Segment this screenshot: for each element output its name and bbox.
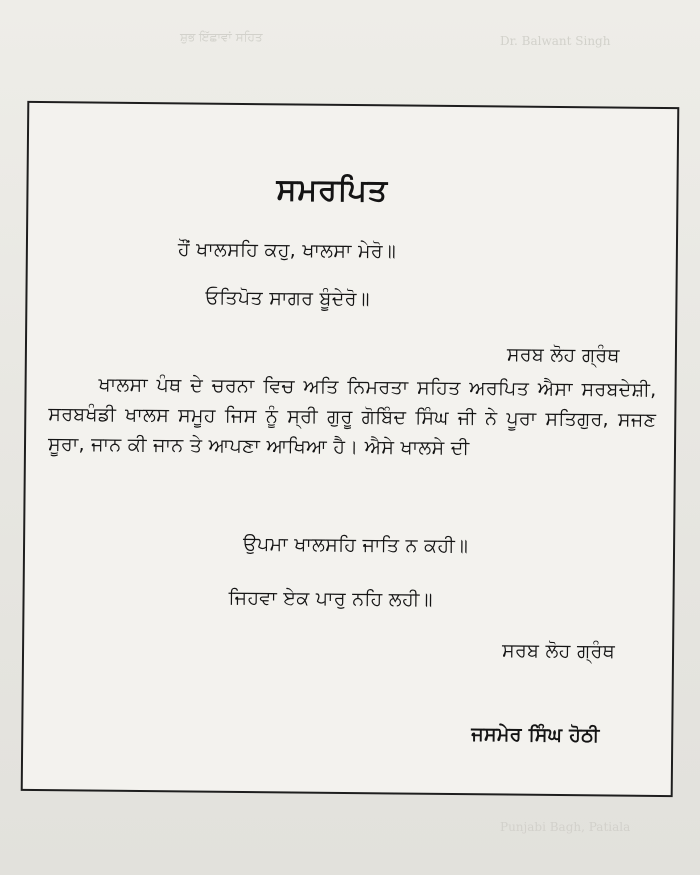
verse-1-line-1: ਹੌਂ ਖਾਲਸਹਿ ਕਹੁ, ਖਾਲਸਾ ਮੇਰੋ॥ <box>177 238 397 263</box>
verse-1-source: ਸਰਬ ਲੋਹ ਗ੍ਰੰਥ <box>506 343 620 367</box>
dedication-box <box>21 101 680 797</box>
verse-2-line-2: ਜਿਹਵਾ ਏਕ ਪਾਰੁ ਨਹਿ ਲਹੀ॥ <box>228 586 433 611</box>
bleed-through-text: Dr. Balwant Singh <box>500 34 611 48</box>
bleed-through-text: Punjabi Bagh, Patiala <box>500 820 631 834</box>
bleed-through-text: ਸ਼ੁਭ ਇੱਛਾਵਾਂ ਸਹਿਤ <box>180 30 263 44</box>
dedication-title: ਸਮਰਪਿਤ <box>276 172 389 209</box>
dedication-paragraph: ਖਾਲਸਾ ਪੰਥ ਦੇ ਚਰਨਾ ਵਿਚ ਅਤਿ ਨਿਮਰਤਾ ਸਹਿਤ ਅਰਪਿਤ ਐਸਾ ਸਰਬਦੇਸ਼ੀ, ਸਰਬਖੰਡੀ ਖਾਲਸ ਸਮੂਹ ਜਿਸ ਨੂੰ ਸ੍ਰੀ ਗੁਰੂ ਗੋਬਿੰਦ ਸਿੰਘ ਜੀ ਨੇ ਪੂਰਾ ਸਤਿਗੁਰ, ਸਜਣ ਸੂਰਾ, ਜਾਨ ਕੀ ਜਾਨ ਤੇ ਆਪਣਾ ਆਖਿਆ ਹੈ। ਐਸੇ ਖਾਲਸੇ ਦੀ <box>47 373 657 460</box>
author-signature: ਜਸਮੇਰ ਸਿੰਘ ਹੋਠੀ <box>471 723 600 747</box>
verse-2-line-1: ਉਪਮਾ ਖਾਲਸਹਿ ਜਾਤਿ ਨ ਕਹੀ॥ <box>242 532 469 558</box>
verse-1-line-2: ਓਤਿਪੋਤ ਸਾਗਰ ਬੂੰਦੇਰੋ॥ <box>205 286 370 311</box>
verse-2-source: ਸਰਬ ਲੋਹ ਗ੍ਰੰਥ <box>501 639 616 663</box>
